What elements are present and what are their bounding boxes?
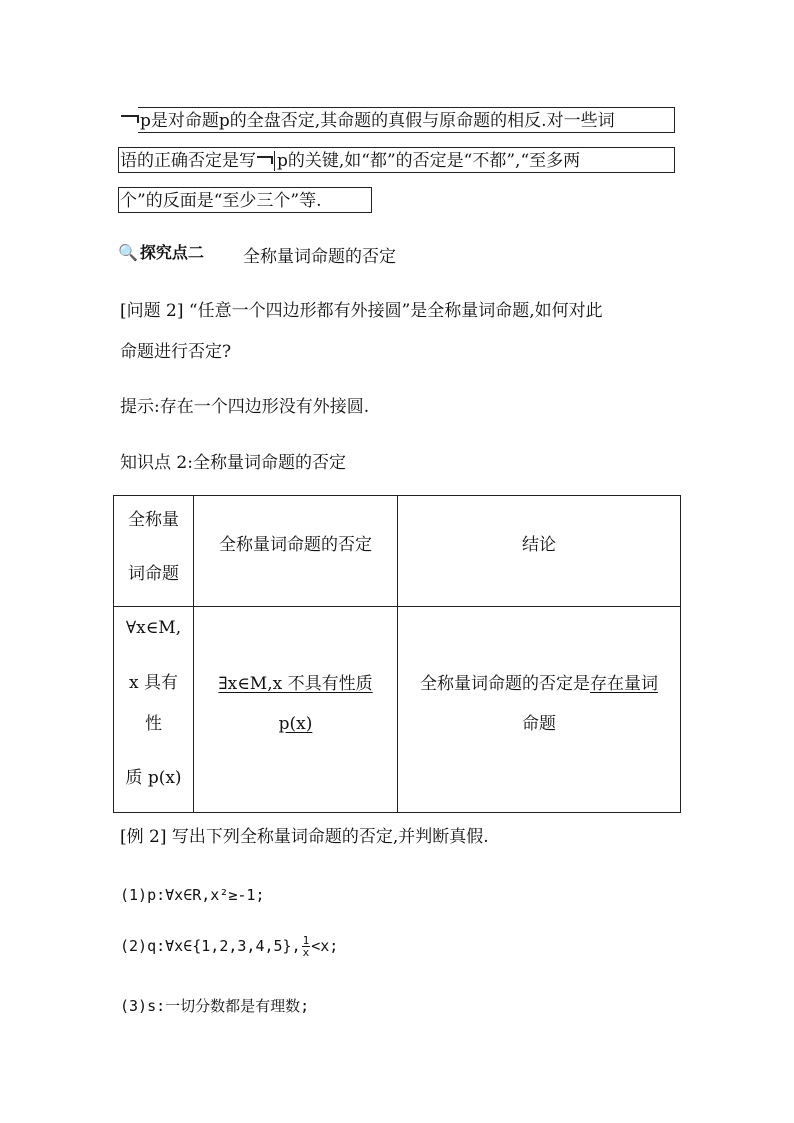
magnifier-icon: 🔍: [118, 243, 138, 262]
table-divider: [114, 606, 680, 607]
intro-line-3-text: 个”的反面是“至少三个”等.: [120, 191, 322, 211]
example-item-3: (3)s:一切分数都是有理数;: [120, 997, 310, 1015]
section-label: 探究点二: [139, 243, 204, 262]
question-line-1: [问题 2] “任意一个四边形都有外接圆”是全称量词命题,如何对此: [120, 301, 603, 321]
example-item-2-text-b: <x;: [311, 937, 339, 955]
intro-line-2-text-a: 语的正确否定是写: [120, 151, 256, 171]
row-col2-line2: [194, 712, 397, 736]
negation-symbol: [121, 115, 139, 123]
row-col2-line1-text: ∃x∈M,x 不具有性质: [218, 674, 373, 694]
knowledge-point-title: 知识点 2:全称量词命题的否定: [120, 453, 346, 473]
header-col1-line1: 全称量: [128, 510, 179, 530]
intro-line-3: [118, 187, 372, 213]
intro-line-2: [118, 147, 675, 173]
row-col3-line1: [398, 672, 680, 696]
intro-line-1: [138, 107, 675, 133]
row-col3-underlined: 存在量词: [590, 674, 658, 694]
row-col3-line2: 命题: [522, 714, 556, 734]
example-item-2: [120, 934, 338, 958]
fraction: [302, 935, 311, 958]
row-col1-line2: x 具有: [129, 673, 178, 693]
fraction-denominator: x: [302, 946, 310, 959]
row-col3-line1-text: 全称量词命题的否定是: [420, 674, 590, 694]
question-line-2: 命题进行否定?: [120, 342, 232, 362]
header-col1-second: [114, 562, 193, 586]
intro-line-2-text-b: p的关键,如“都”的否定是“不都”,“至多两: [274, 151, 580, 171]
negation-table: [113, 495, 681, 813]
negation-symbol: [257, 156, 273, 164]
example-title: [例 2] 写出下列全称量词命题的否定,并判断真假.: [120, 827, 489, 847]
section-heading: [118, 241, 204, 265]
row-col2-line2-text: p(x): [278, 714, 313, 734]
row-col2-line1: [194, 672, 397, 696]
header-col1: [114, 508, 193, 532]
row-col1-line3: 性: [145, 714, 162, 734]
example-item-1: (1)p:∀x∈R,x²≥-1;: [120, 886, 265, 904]
example-item-2-text-a: (2)q:∀x∈{1,2,3,4,5},: [120, 937, 301, 955]
section-title: 全称量词命题的否定: [243, 247, 396, 267]
header-col3: 结论: [522, 535, 556, 555]
header-col2: 全称量词命题的否定: [219, 535, 372, 555]
intro-line-1-text: p是对命题p的全盘否定,其命题的真假与原命题的相反.对一些词: [140, 111, 615, 131]
fraction-numerator: 1: [302, 934, 310, 947]
row-col1-line1: ∀x∈M,: [125, 618, 182, 638]
row-col1-line4: 质 p(x): [125, 768, 182, 788]
hint-text: 提示:存在一个四边形没有外接圆.: [120, 397, 370, 417]
header-col1-line2: 词命题: [128, 564, 179, 584]
